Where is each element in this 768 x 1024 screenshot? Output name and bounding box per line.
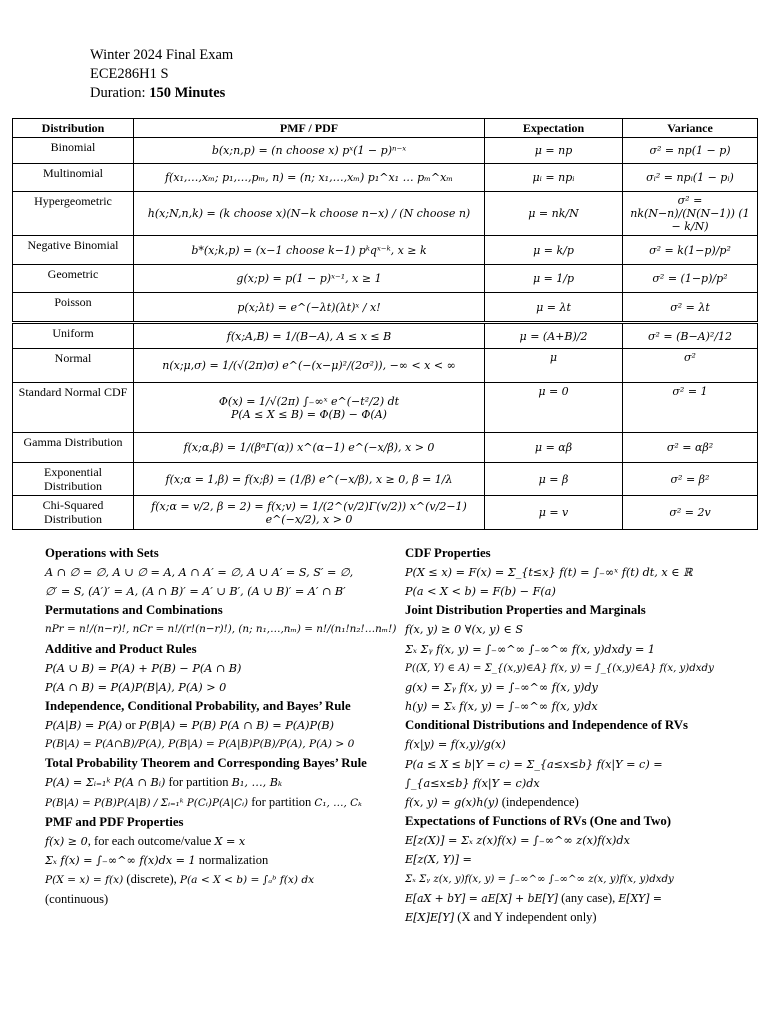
variance-formula: σ² = 1 [623, 383, 758, 433]
table-row [13, 293, 758, 323]
variance-formula: σ² = β² [623, 463, 758, 496]
pmf-formula: f(x;α = v/2, β = 2) = f(x;v) = 1/(2^(v/2)Γ(v/2)) x^(v/2−1) e^(−x/2), x > 0 [134, 496, 485, 530]
section-title-cdf: CDF Properties [405, 546, 491, 560]
course-code: ECE286H1 S [90, 66, 169, 82]
expectation-formula: μ = v [485, 496, 623, 530]
expectation-formula: μ = np [485, 138, 623, 164]
variance-formula: σ² = (B−A)²/12 [623, 323, 758, 349]
expectation-formula: μ = αβ [485, 433, 623, 463]
pmf-formula: f(x;α,β) = 1/(βᵅΓ(α)) x^(α−1) e^(−x/β), x > 0 [134, 433, 485, 463]
pmf-formula: f(x₁,…,xₘ; p₁,…,pₘ, n) = (n; x₁,…,xₘ) p₁^x₁ … pₘ^xₘ [134, 164, 485, 192]
distribution-name: Chi-Squared Distribution [13, 496, 134, 530]
table-row [13, 265, 758, 293]
expectation-formula: μ = (A+B)/2 [485, 323, 623, 349]
formula-line: Σₓ f(x) = ∫₋∞^∞ f(x)dx = 1 normalization [45, 853, 269, 868]
pmf-formula: Φ(x) = 1/√(2π) ∫₋∞ˣ e^(−t²/2) dt P(A ≤ X ≤ B) = Φ(B) − Φ(A) [134, 383, 485, 433]
section-title-expectations: Expectations of Functions of RVs (One and Two) [405, 814, 672, 829]
table-row [13, 463, 758, 496]
pmf-formula: f(x;α = 1,β) = f(x;β) = (1/β) e^(−x/β), x ≥ 0, β = 1/λ [134, 463, 485, 496]
formula-line: P(X ≤ x) = F(x) = Σ_{t≤x} f(t) = ∫₋∞ˣ f(t) dt, x ∈ ℝ [405, 566, 693, 579]
expectation-formula: μ = k/p [485, 236, 623, 265]
formula-line: E[z(X)] = Σₓ z(x)f(x) = ∫₋∞^∞ z(x)f(x)dx [405, 834, 630, 848]
exam-duration: Duration: 150 Minutes [90, 85, 226, 101]
formula-line: f(x, y) = g(x)h(y) (independence) [405, 795, 579, 810]
formula-line: P(X = x) = f(x) (discrete), P(a < X < b) = ∫ₐᵇ f(x) dx [45, 872, 315, 887]
table-row [13, 192, 758, 236]
pmf-formula: h(x;N,n,k) = (k choose x)(N−k choose n−x) / (N choose n) [134, 192, 485, 236]
formula-line: P(B|A) = P(A∩B)/P(A), P(B|A) = P(A|B)P(B)/P(A), P(A) > 0 [45, 738, 355, 751]
formula-line: ∫_{a≤x≤b} f(x|Y = c)dx [405, 776, 540, 790]
expectation-formula: μ = β [485, 463, 623, 496]
formula-line: g(x) = Σᵧ f(x, y) = ∫₋∞^∞ f(x, y)dy [405, 681, 598, 695]
variance-formula: σ² = np(1 − p) [623, 138, 758, 164]
formula-line: P(A ∩ B) = P(A)P(B|A), P(A) > 0 [45, 680, 227, 694]
variance-formula: σᵢ² = npᵢ(1 − pᵢ) [623, 164, 758, 192]
formula-line: E[aX + bY] = aE[X] + bE[Y] (any case), E[XY] = [405, 890, 662, 905]
expectation-formula: μ = λt [485, 293, 623, 323]
section-title-joint: Joint Distribution Properties and Marginals [405, 603, 646, 618]
formula-line: E[X]E[Y] (X and Y independent only) [405, 910, 597, 925]
table-row [13, 496, 758, 530]
pmf-formula: b(x;n,p) = (n choose x) pˣ(1 − p)ⁿ⁻ˣ [134, 138, 485, 164]
pmf-formula: p(x;λt) = e^(−λt)(λt)ˣ / x! [134, 293, 485, 323]
variance-formula: σ² [623, 349, 758, 383]
formula-line: f(x, y) ≥ 0 ∀(x, y) ∈ S [405, 623, 524, 637]
formula-line: P(B|A) = P(B)P(A|B) / Σᵢ₌₁ᵏ P(Cᵢ)P(A|Cᵢ) for partition C₁, …, Cₖ [45, 794, 362, 809]
distribution-table [12, 118, 758, 530]
formula-line: nPr = n!/(n−r)!, nCr = n!/(r!(n−r)!), (n; n₁,…,nₘ) = n!/(n₁!n₂!…nₘ!) [45, 623, 397, 636]
expectation-formula: μᵢ = npᵢ [485, 164, 623, 192]
table-row [13, 164, 758, 192]
distribution-name: Uniform [13, 323, 134, 349]
formula-line: Σₓ Σᵧ f(x, y) = ∫₋∞^∞ ∫₋∞^∞ f(x, y)dxdy = 1 [405, 642, 655, 656]
formula-line: P(A) = Σᵢ₌₁ᵏ P(A ∩ Bᵢ) for partition B₁, …, Bₖ [45, 775, 283, 790]
distribution-name: Exponential Distribution [13, 463, 134, 496]
table-row [13, 349, 758, 383]
distribution-name: Gamma Distribution [13, 433, 134, 463]
col-header-distribution: Distribution [13, 119, 134, 138]
col-header-variance: Variance [623, 119, 758, 138]
distribution-name: Normal [13, 349, 134, 383]
distribution-name: Standard Normal CDF [13, 383, 134, 433]
formula-line: f(x|y) = f(x,y)/g(x) [405, 738, 506, 752]
distribution-name: Hypergeometric [13, 192, 134, 236]
distribution-name: Geometric [13, 265, 134, 293]
pmf-formula: f(x;A,B) = 1/(B−A), A ≤ x ≤ B [134, 323, 485, 349]
formula-line: h(y) = Σₓ f(x, y) = ∫₋∞^∞ f(x, y)dx [405, 700, 598, 714]
col-header-expectation: Expectation [485, 119, 623, 138]
expectation-formula: μ = 1/p [485, 265, 623, 293]
formula-line: f(x) ≥ 0, for each outcome/value X = x [45, 833, 246, 848]
table-row [13, 383, 758, 433]
section-title-permutations: Permutations and Combinations [45, 603, 223, 618]
formula-line: A ∩ ∅ = ∅, A ∪ ∅ = A, A ∩ A′ = ∅, A ∪ A′ = S, S′ = ∅, [45, 566, 354, 579]
formula-line: P(a < X < b) = F(b) − F(a) [405, 585, 556, 599]
table-row [13, 236, 758, 265]
exam-header [90, 46, 233, 103]
formula-line: P(A|B) = P(A) or P(B|A) = P(B) P(A ∩ B) = P(A)P(B) [45, 718, 335, 733]
table-row [13, 433, 758, 463]
distribution-name: Poisson [13, 293, 134, 323]
section-title-independence: Independence, Conditional Probability, and Bayes’ Rule [45, 699, 351, 714]
expectation-formula: μ = nk/N [485, 192, 623, 236]
variance-formula: σ² = (1−p)/p² [623, 265, 758, 293]
section-title-total-probability: Total Probability Theorem and Corresponding Bayes’ Rule [45, 756, 367, 771]
col-header-pmf: PMF / PDF [134, 119, 485, 138]
pmf-formula: g(x;p) = p(1 − p)ˣ⁻¹, x ≥ 1 [134, 265, 485, 293]
variance-formula: σ² = nk(N−n)/(N(N−1)) (1 − k/N) [623, 192, 758, 236]
variance-formula: σ² = 2v [623, 496, 758, 530]
pmf-formula: n(x;μ,σ) = 1/(√(2π)σ) e^(−(x−μ)²/(2σ²)), −∞ < x < ∞ [134, 349, 485, 383]
formula-line: P((X, Y) ∈ A) = Σ_{(x,y)∈A} f(x, y) = ∫_{(x,y)∈A} f(x, y)dxdy [405, 662, 714, 674]
exam-term: Winter 2024 Final Exam [90, 47, 234, 63]
formula-line: Σₓ Σᵧ z(x, y)f(x, y) = ∫₋∞^∞ ∫₋∞^∞ z(x, y)f(x, y)dxdy [405, 873, 674, 885]
section-title-sets: Operations with Sets [45, 546, 159, 560]
right-formula-column [405, 544, 750, 927]
section-title-conditional: Conditional Distributions and Independence of RVs [405, 718, 688, 733]
left-formula-column [45, 544, 397, 910]
variance-formula: σ² = k(1−p)/p² [623, 236, 758, 265]
pmf-formula: b*(x;k,p) = (x−1 choose k−1) pᵏqˣ⁻ᵏ, x ≥ k [134, 236, 485, 265]
section-title-additive: Additive and Product Rules [45, 641, 197, 656]
distribution-name: Binomial [13, 138, 134, 164]
variance-formula: σ² = αβ² [623, 433, 758, 463]
formula-line: P(A ∪ B) = P(A) + P(B) − P(A ∩ B) [45, 661, 242, 675]
distribution-name: Multinomial [13, 164, 134, 192]
formula-line: E[z(X, Y)] = [405, 853, 472, 867]
section-title-pmf-pdf: PMF and PDF Properties [45, 814, 184, 829]
table-row [13, 323, 758, 349]
formula-line: ∅′ = S, (A′)′ = A, (A ∩ B)′ = A′ ∪ B′, (A ∪ B)′ = A′ ∩ B′ [45, 585, 346, 599]
formula-line: P(a ≤ X ≤ b|Y = c) = Σ_{a≤x≤b} f(x|Y = c) = [405, 757, 663, 771]
distribution-name: Negative Binomial [13, 236, 134, 265]
variance-formula: σ² = λt [623, 293, 758, 323]
table-row [13, 138, 758, 164]
expectation-formula: μ = 0 [485, 383, 623, 433]
formula-line: (continuous) [45, 892, 109, 907]
expectation-formula: μ [485, 349, 623, 383]
